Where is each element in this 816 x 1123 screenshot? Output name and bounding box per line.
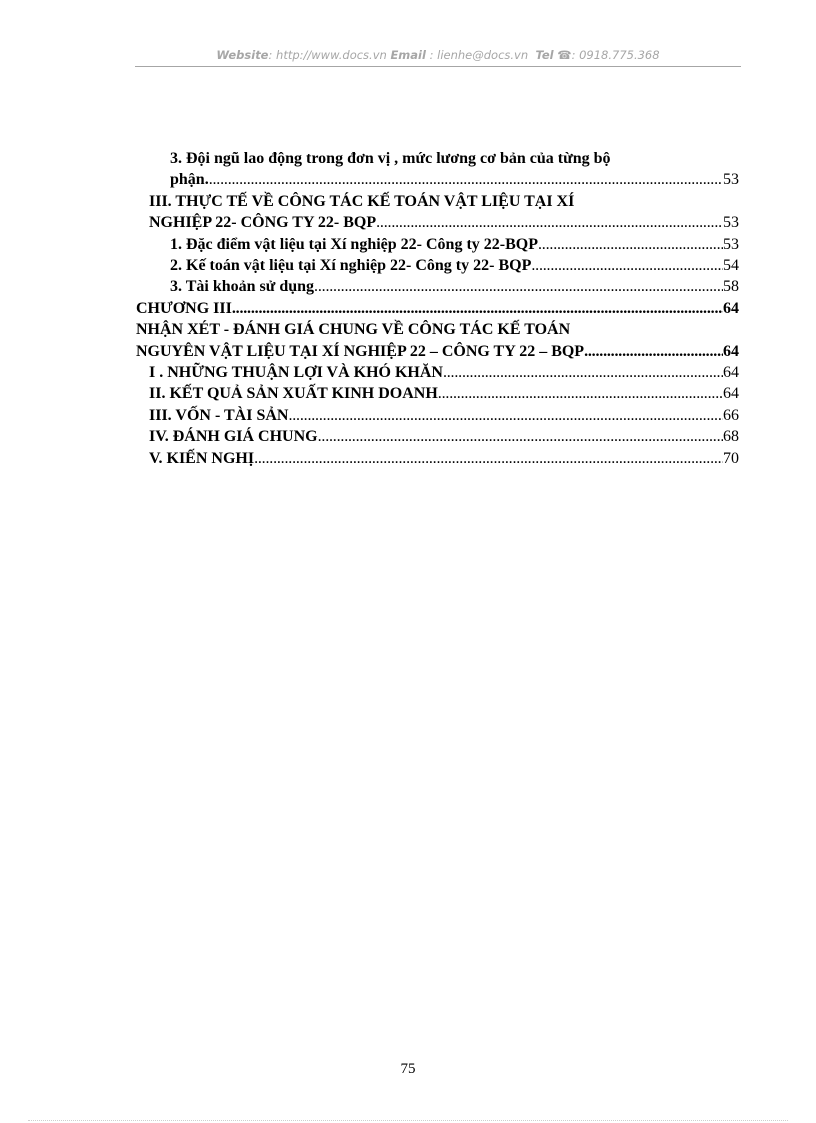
tel-value: : 0918.775.368 <box>571 48 660 62</box>
toc-page-number: 54 <box>723 257 739 275</box>
leader-dots <box>538 234 723 255</box>
leader-dots <box>232 298 723 319</box>
toc-entry[interactable] <box>136 276 739 297</box>
page-bottom-divider <box>28 1120 788 1121</box>
toc-entry[interactable] <box>136 298 739 319</box>
toc-page-number: 64 <box>723 385 739 403</box>
page-header <box>135 48 741 62</box>
phone-icon: ☎ <box>557 48 572 62</box>
toc-entry-title: 3. Đội ngũ lao động trong đơn vị , mức lương cơ bản của từng bộ <box>170 150 611 167</box>
toc-entry[interactable] <box>136 319 739 362</box>
toc-entry-title: NHẬN XÉT - ĐÁNH GIÁ CHUNG VỀ CÔNG TÁC KẾ TOÁN <box>136 321 571 339</box>
toc-entry-title: III. VỐN - TÀI SẢN <box>149 406 289 424</box>
website-label: Website <box>216 48 269 62</box>
toc-entry[interactable] <box>136 383 739 404</box>
toc-entry[interactable] <box>136 362 739 383</box>
toc-entry[interactable] <box>136 191 739 234</box>
leader-dots <box>209 169 723 190</box>
toc-entry[interactable] <box>136 234 739 255</box>
toc-entry-title-cont: phận. <box>170 171 209 189</box>
toc-page-number: 53 <box>723 171 739 189</box>
leader-dots <box>531 255 723 276</box>
tel-label: Tel <box>535 48 554 62</box>
leader-dots <box>318 426 723 447</box>
toc-page-number: 64 <box>723 299 739 317</box>
website-value: : http://www.docs.vn <box>268 48 387 62</box>
toc-entry-title: 2. Kế toán vật liệu tại Xí nghiệp 22- Công ty 22- BQP <box>170 257 532 275</box>
toc-page-number: 66 <box>723 406 739 424</box>
toc-entry-title: CHƯƠNG III <box>136 299 232 317</box>
toc-entry-title: II. KẾT QUẢ SẢN XUẤT KINH DOANH <box>149 385 438 403</box>
toc-entry-title: I . NHỮNG THUẬN LỢI VÀ KHÓ KHĂN <box>149 364 443 382</box>
toc-entry-title: 3. Tài khoản sử dụng <box>170 278 315 296</box>
table-of-contents <box>136 148 739 469</box>
toc-entry-title: 1. Đặc điểm vật liệu tại Xí nghiệp 22- Công ty 22-BQP <box>170 235 538 253</box>
leader-dots <box>584 341 723 362</box>
toc-page-number: 53 <box>723 235 739 253</box>
toc-entry-row <box>136 341 739 362</box>
toc-entry-title: III. THỰC TẾ VỀ CÔNG TÁC KẾ TOÁN VẬT LIỆU TẠI XÍ <box>149 192 575 210</box>
page-number: 75 <box>400 1061 416 1077</box>
toc-entry[interactable] <box>136 448 739 469</box>
toc-entry-title: V. KIẾN NGHỊ <box>149 449 255 467</box>
leader-dots <box>254 448 723 469</box>
leader-dots <box>443 362 723 383</box>
email-label: Email <box>390 48 426 62</box>
toc-entry-title-cont: NGHIỆP 22- CÔNG TY 22- BQP <box>149 214 377 232</box>
toc-entry[interactable] <box>136 255 739 276</box>
header-divider <box>135 66 741 67</box>
toc-entry[interactable] <box>136 426 739 447</box>
toc-entry[interactable] <box>136 148 739 191</box>
toc-entry-title-cont: NGUYÊN VẬT LIỆU TẠI XÍ NGHIỆP 22 – CÔNG TY 22 – BQP <box>136 342 585 360</box>
toc-entry-row <box>170 169 739 190</box>
leader-dots <box>288 405 723 426</box>
toc-page-number: 53 <box>723 214 739 232</box>
leader-dots <box>376 212 723 233</box>
leader-dots <box>438 383 723 404</box>
toc-page-number: 64 <box>723 342 739 360</box>
toc-entry-row <box>149 212 739 233</box>
toc-page-number: 70 <box>723 449 739 467</box>
toc-entry[interactable] <box>136 405 739 426</box>
toc-page-number: 64 <box>723 364 739 382</box>
toc-page-number: 58 <box>723 278 739 296</box>
toc-page-number: 68 <box>723 428 739 446</box>
email-value: : lienhe@docs.vn <box>429 48 529 62</box>
toc-entry-title: IV. ĐÁNH GIÁ CHUNG <box>149 428 318 446</box>
leader-dots <box>314 276 723 297</box>
